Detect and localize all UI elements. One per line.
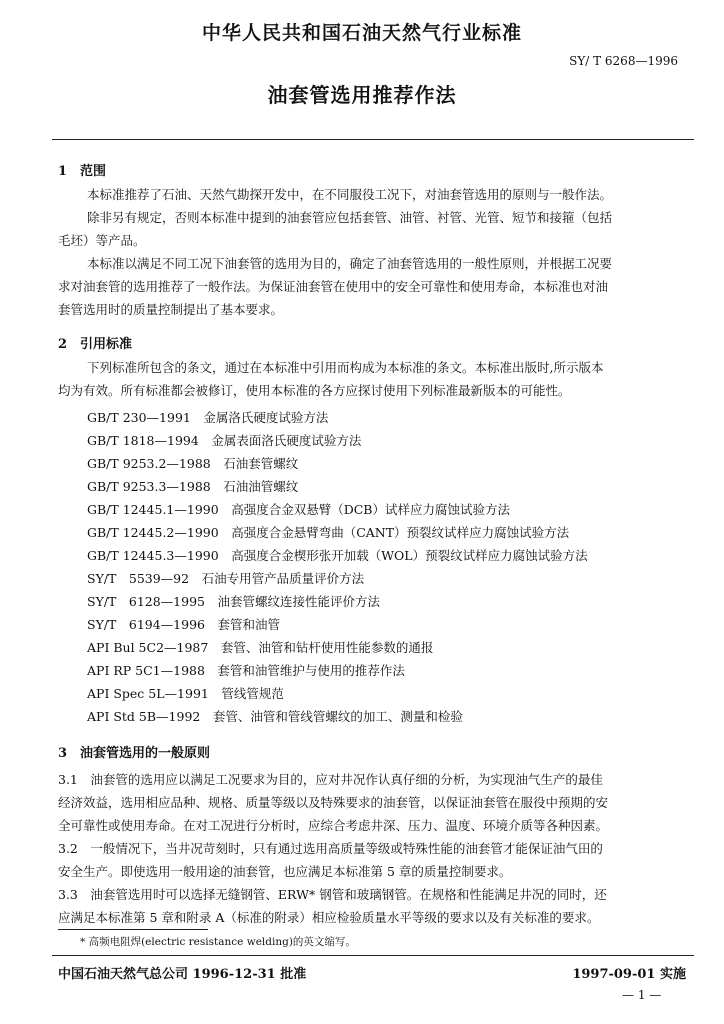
- clause-3-2-line-1: 3.2 一般情况下，当井况苛刻时，只有通过选用高质量等级或特殊性能的油套管才能保证油气田的: [58, 841, 603, 856]
- section-1-paragraph-3-line-3: 套管选用时的质量控制提出了基本要求。: [58, 302, 284, 317]
- section-1-heading: 1 范围: [58, 164, 107, 179]
- reference-item: API Bul 5C2—1987 套管、油管和钻杆使用性能参数的通报: [87, 640, 434, 655]
- section-1-paragraph-3-line-1: 本标准以满足不同工况下油套管的选用为目的，确定了油套管选用的一般性原则，并根据工况要: [87, 256, 613, 271]
- clause-3-3-line-1: 3.3 油套管选用时可以选择无缝钢管、ERW* 钢管和玻璃钢管。在规格和性能满足井况的同时，还: [58, 887, 607, 902]
- implementation-date: 1997-09-01 实施: [572, 967, 686, 982]
- reference-item: GB/T 12445.1—1990 高强度合金双悬臂（DCB）试样应力腐蚀试验方法: [87, 502, 510, 517]
- section-2-intro-line-1: 下列标准所包含的条文，通过在本标准中引用而构成为本标准的条文。本标准出版时,所示版本: [87, 360, 604, 375]
- reference-item: SY/T 5539—92 石油专用管产品质量评价方法: [87, 571, 365, 586]
- reference-item: SY/T 6128—1995 油套管螺纹连接性能评价方法: [87, 594, 380, 609]
- reference-item: GB/T 12445.2—1990 高强度合金悬臂弯曲（CANT）预裂纹试样应力腐蚀试验方法: [87, 525, 570, 540]
- approval-statement: 中国石油天然气总公司 1996-12-31 批准: [58, 967, 307, 982]
- reference-item: GB/T 9253.3—1988 石油油管螺纹: [87, 479, 299, 494]
- clause-3-3-line-2: 应满足本标准第 5 章和附录 A（标准的附录）相应检验质量水平等级的要求以及有关标准的要求。: [58, 910, 600, 925]
- reference-item: SY/T 6194—1996 套管和油管: [87, 617, 280, 632]
- page-number: — 1 —: [622, 988, 662, 1002]
- clause-3-2-line-2: 安全生产。即使选用一般用途的油套管，也应满足本标准第 5 章的质量控制要求。: [58, 864, 512, 879]
- reference-item: API RP 5C1—1988 套管和油管维护与使用的推荐作法: [87, 663, 405, 678]
- reference-item: GB/T 230—1991 金属洛氏硬度试验方法: [87, 410, 329, 425]
- clause-3-1-line-2: 经济效益，选用相应品种、规格、质量等级以及特殊要求的油套管，以保证油套管在服役中预期的安: [58, 795, 609, 810]
- issuing-authority-title: 中华人民共和国石油天然气行业标准: [201, 22, 522, 44]
- footer-divider: [52, 955, 694, 956]
- reference-item: API Std 5B—1992 套管、油管和管线管螺纹的加工、测量和检验: [87, 709, 463, 724]
- reference-item: GB/T 1818—1994 金属表面洛氏硬度试验方法: [87, 433, 362, 448]
- section-2-intro-line-2: 均为有效。所有标准都会被修订，使用本标准的各方应探讨使用下列标准最新版本的可能性。: [58, 383, 571, 398]
- reference-item: API Spec 5L—1991 管线管规范: [87, 686, 284, 701]
- document-title: 油套管选用推荐作法: [267, 83, 457, 107]
- header-divider: [52, 139, 694, 140]
- reference-item: GB/T 9253.2—1988 石油套管螺纹: [87, 456, 299, 471]
- section-3-heading: 3 油套管选用的一般原则: [58, 746, 211, 761]
- footnote: * 高频电阻焊(electric resistance welding)的英文缩写。: [80, 936, 356, 948]
- clause-3-1-line-1: 3.1 油套管的选用应以满足工况要求为目的，应对井况作认真仔细的分析，为实现油气生产的最佳: [58, 772, 603, 787]
- reference-item: GB/T 12445.3—1990 高强度合金楔形张开加载（WOL）预裂纹试样应力腐蚀试验方法: [87, 548, 588, 563]
- section-1-paragraph-2-line-1: 除非另有规定，否则本标准中提到的油套管应包括套管、油管、衬管、光管、短节和接箍（包括: [87, 210, 613, 225]
- section-1-paragraph-2-line-2: 毛坯）等产品。: [58, 233, 146, 248]
- clause-3-1-line-3: 全可靠性或使用寿命。在对工况进行分析时，应综合考虑井深、压力、温度、环境介质等各种因素。: [58, 818, 609, 833]
- section-2-heading: 2 引用标准: [58, 337, 133, 352]
- standard-code: SY/ T 6268—1996: [569, 54, 678, 68]
- section-1-paragraph-1: 本标准推荐了石油、天然气勘探开发中，在不同服役工况下，对油套管选用的原则与一般作法。: [87, 187, 613, 202]
- footnote-divider: [58, 929, 208, 930]
- section-1-paragraph-3-line-2: 求对油套管的选用推荐了一般作法。为保证油套管在使用中的安全可靠性和使用寿命，本标准也对油: [58, 279, 609, 294]
